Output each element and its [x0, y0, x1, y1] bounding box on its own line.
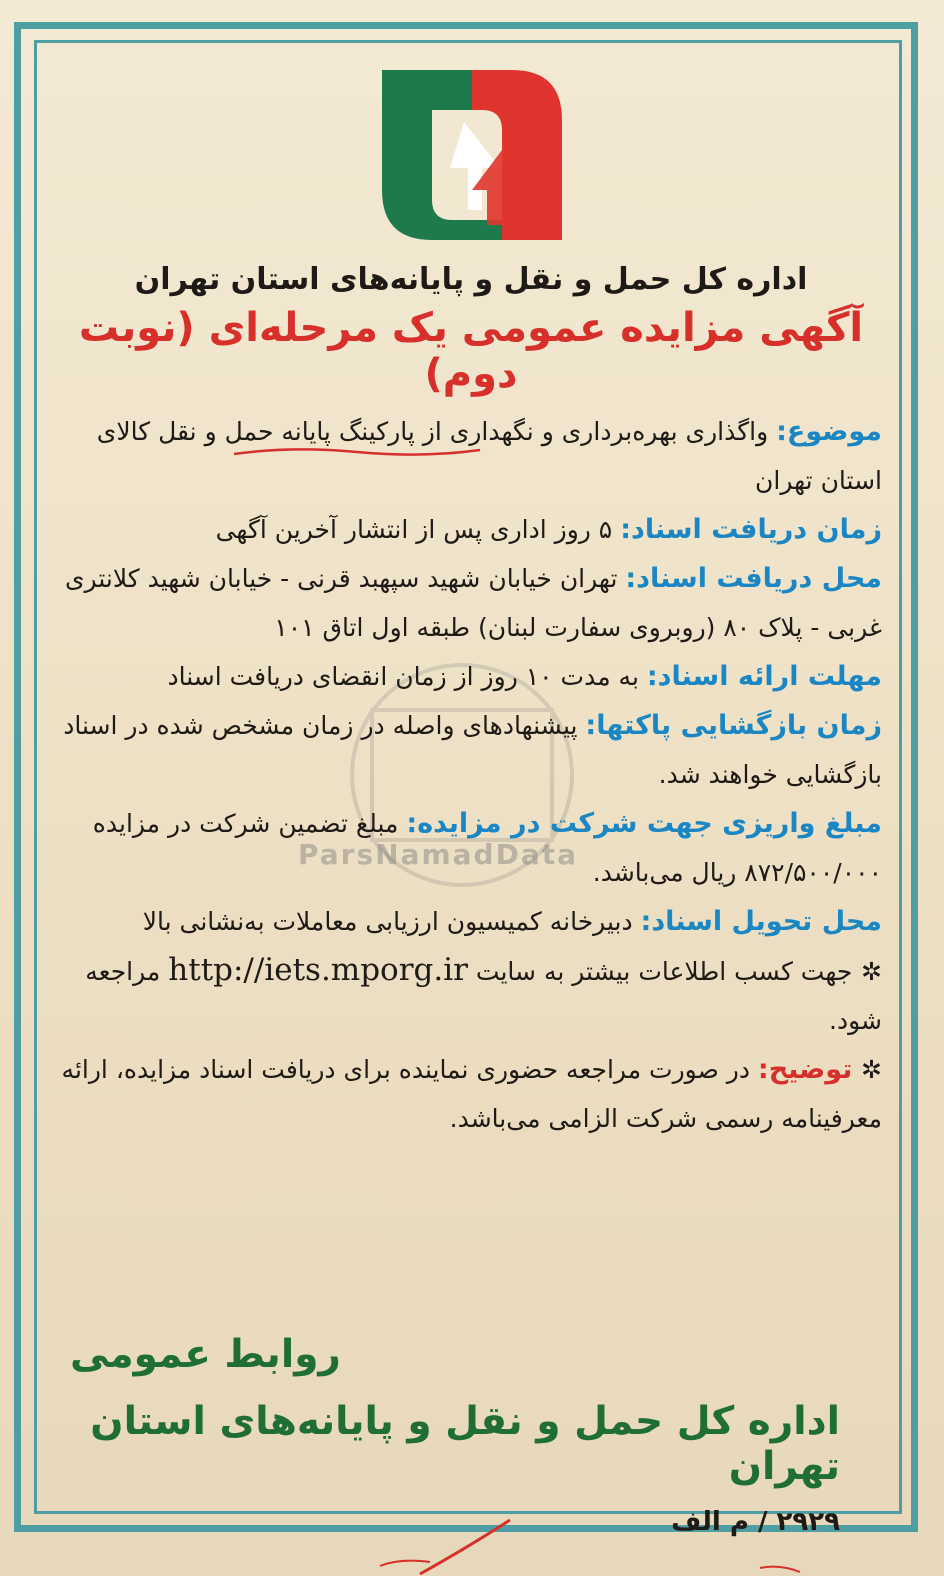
explanation-text: در صورت مراجعه حضوری نماینده برای دریافت اسناد مزایده، ارائه معرفینامه رسمی شرکت الزامی می‌باشد. [61, 1055, 882, 1133]
receive-place-label: محل دریافت اسناد: [625, 563, 882, 594]
section-explanation [60, 1045, 882, 1143]
section-receive-time [60, 505, 882, 554]
section-submit-deadline [60, 652, 882, 701]
pen-marks-decoration [360, 1506, 920, 1576]
opening-time-label: زمان بازگشایی پاکتها: [585, 710, 882, 741]
section-receive-place [60, 554, 882, 652]
opening-time-text: پیشنهادهای واصله در زمان مشخص شده در اسناد بازگشایی خواهند شد. [63, 711, 882, 789]
submit-deadline-label: مهلت ارائه اسناد: [646, 661, 882, 692]
deposit-label: مبلغ واریزی جهت شرکت در مزایده: [406, 808, 882, 839]
notice-code: ۲۹۲۹ / م الف [671, 1507, 840, 1537]
section-website [60, 946, 882, 1045]
receive-time-text: ۵ روز اداری پس از انتشار آخرین آگهی [215, 515, 621, 544]
explanation-label: توضیح: [757, 1054, 853, 1085]
bullet-star-icon: ✲ [852, 957, 882, 986]
agency-name: اداره کل حمل و نقل و پایانه‌های استان تهران [134, 262, 808, 297]
website-link[interactable]: http://iets.mporg.ir [168, 952, 468, 988]
section-subject [60, 407, 882, 505]
footer-organization: اداره کل حمل و نقل و پایانه‌های استان تهران [90, 1399, 840, 1489]
section-opening-time [60, 701, 882, 799]
website-suffix: مراجعه شود. [85, 957, 882, 1035]
delivery-place-label: محل تحویل اسناد: [640, 906, 882, 937]
delivery-place-text: دبیرخانه کمیسیون ارزیابی معاملات به‌نشانی بالا [142, 907, 641, 936]
notice-headline: آگهی مزایده عمومی یک مرحله‌ای (نوبت دوم) [78, 305, 864, 397]
agency-logo-icon [372, 50, 572, 250]
section-delivery-place [60, 897, 882, 946]
subject-label: موضوع: [776, 416, 882, 447]
receive-place-text: تهران خیابان شهید سپهبد قرنی - خیابان شهید کلانتری غربی - پلاک ۸۰ (روبروی سفارت لبنان) طبقه اول اتاق ۱۰۱ [64, 564, 882, 642]
submit-deadline-text: به مدت ۱۰ روز از زمان انقضای دریافت اسناد [167, 662, 647, 691]
watermark-text: ParsNamadData [298, 838, 578, 871]
public-relations-title: روابط عمومی [70, 1332, 341, 1377]
section-deposit [60, 799, 882, 897]
subject-text: واگذاری بهره‌برداری و نگهداری از پارکینگ پایانه حمل و نقل کالای استان تهران [96, 417, 882, 495]
deposit-text: مبلغ تضمین شرکت در مزایده ۸۷۲/۵۰۰/۰۰۰ ریال می‌باشد. [92, 809, 882, 887]
notice-body [60, 262, 882, 1143]
website-prefix: جهت کسب اطلاعات بیشتر به سایت [475, 957, 853, 986]
bullet-star-icon: ✲ [852, 1055, 882, 1084]
receive-time-label: زمان دریافت اسناد: [620, 514, 882, 545]
